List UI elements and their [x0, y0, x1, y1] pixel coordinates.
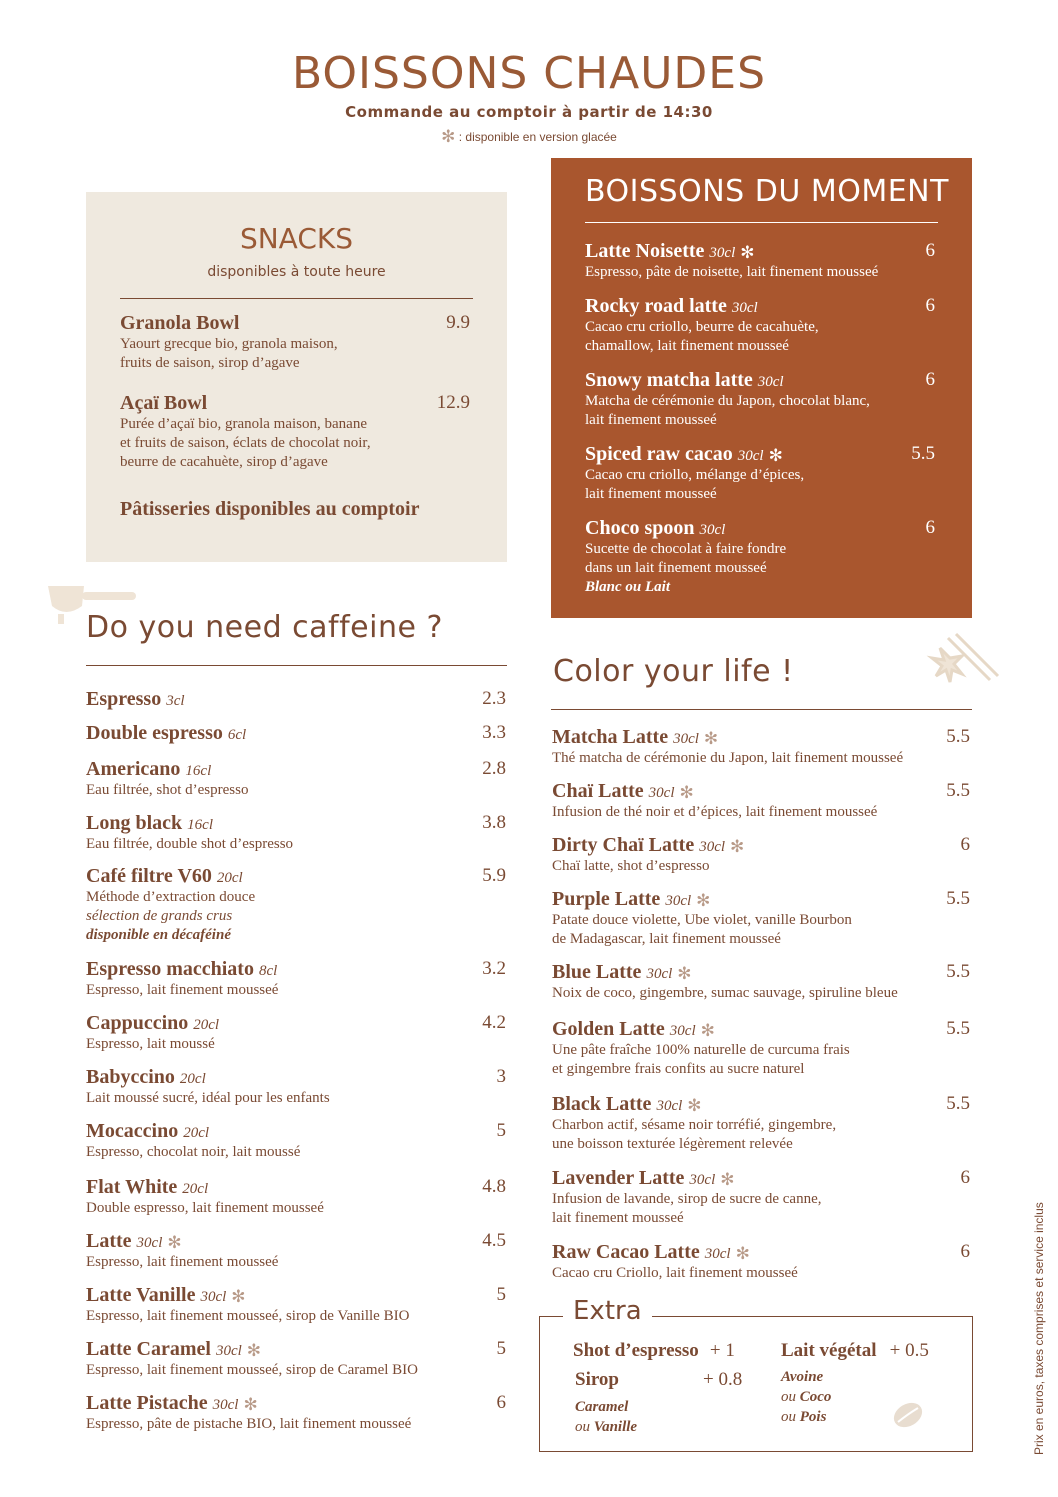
item-price: 5.5 — [946, 726, 970, 747]
item-price: 4.8 — [482, 1176, 506, 1197]
item-price: 5 — [496, 1284, 506, 1305]
item-description: dans un lait finement mousseé — [585, 560, 767, 576]
menu-item — [86, 865, 506, 945]
item-description: Sucette de chocolat à faire fondre — [585, 541, 787, 557]
snowflake-icon: ✻ — [768, 446, 783, 466]
menu-item — [120, 312, 470, 373]
moment-panel — [551, 158, 972, 618]
item-name: Double espresso — [86, 722, 223, 744]
menu-item — [585, 517, 935, 597]
legend-text: : disponible en version glacée — [458, 130, 617, 144]
item-size: 30cl — [757, 374, 784, 390]
item-size: 30cl — [673, 731, 699, 747]
extra-shot-name: Shot d’espresso — [573, 1340, 699, 1361]
item-name: Espresso macchiato — [86, 958, 254, 980]
sirop-opt-vanille: Vanille — [593, 1419, 638, 1435]
caffeine-title: Do you need caffeine ? — [86, 610, 443, 645]
color-title: Color your life ! — [553, 654, 794, 689]
menu-item — [86, 1230, 506, 1272]
item-description: Eau filtrée, double shot d’espresso — [86, 836, 294, 852]
item-description: lait finement mousseé — [585, 412, 717, 428]
item-description: Méthode d’extraction douce — [86, 889, 256, 905]
item-name-line — [86, 722, 506, 745]
item-description: Charbon actif, sésame noir torréfié, gingembre, — [552, 1117, 837, 1133]
snowflake-icon: ✻ — [687, 1096, 702, 1116]
menu-item — [585, 240, 935, 282]
item-name: Café filtre V60 — [86, 865, 212, 887]
menu-item — [552, 1167, 970, 1228]
menu-item — [552, 1241, 970, 1283]
item-size: 16cl — [185, 763, 212, 779]
snowflake-icon: ✻ — [441, 127, 456, 147]
item-price: 6 — [925, 369, 935, 390]
item-name: Mocaccino — [86, 1120, 179, 1142]
item-name: Matcha Latte — [552, 726, 669, 748]
item-price: 5.5 — [946, 961, 970, 982]
item-name: Latte Caramel — [86, 1338, 211, 1360]
extra-sirop — [575, 1369, 619, 1391]
item-name-line — [552, 961, 970, 984]
menu-item — [120, 392, 470, 472]
item-description: Purée d’açaï bio, granola maison, banane — [120, 416, 367, 432]
item-price: 3 — [496, 1066, 506, 1087]
item-description: Espresso, pâte de noisette, lait finement mousseé — [585, 264, 879, 280]
item-price: 5.9 — [482, 865, 506, 886]
item-description: Eau filtrée, shot d’espresso — [86, 782, 249, 798]
menu-item — [552, 1093, 970, 1154]
menu-item — [86, 812, 506, 854]
coffee-bean-icon — [890, 1400, 926, 1430]
item-price: 6 — [960, 1167, 970, 1188]
item-description: Espresso, lait finement mousseé — [86, 982, 279, 998]
item-price: 4.5 — [482, 1230, 506, 1251]
snowflake-icon: ✻ — [231, 1287, 246, 1307]
item-note: sélection de grands crus — [86, 908, 233, 924]
item-description: Infusion de lavande, sirop de sucre de canne, — [552, 1191, 822, 1207]
item-price: 5.5 — [911, 443, 935, 464]
item-size: 30cl — [646, 966, 673, 982]
item-name-line — [86, 1284, 506, 1307]
item-name: Rocky road latte — [585, 295, 727, 317]
item-price: 5 — [496, 1338, 506, 1359]
item-size: 8cl — [258, 963, 278, 979]
extra-title: Extra — [563, 1296, 652, 1326]
item-name: Lavender Latte — [552, 1167, 685, 1189]
extra-shot — [573, 1340, 735, 1362]
snacks-panel — [86, 192, 507, 562]
item-description: Espresso, lait finement mousseé — [86, 1254, 279, 1270]
snowflake-icon: ✻ — [730, 837, 745, 857]
item-price: 5 — [496, 1120, 506, 1141]
menu-item — [552, 834, 970, 876]
extra-lait-options — [781, 1367, 831, 1427]
extra-lait-name: Lait végétal — [781, 1340, 877, 1361]
item-description: Cacao cru criollo, mélange d’épices, — [585, 467, 805, 483]
extra-shot-price: + 1 — [709, 1340, 735, 1361]
item-description: chamallow, lait finement mousseé — [585, 338, 789, 354]
item-price: 9.9 — [446, 312, 470, 333]
snowflake-icon: ✻ — [167, 1233, 182, 1253]
item-description: Patate douce violette, Ube violet, vanille Bourbon — [552, 912, 852, 928]
item-name: Blue Latte — [552, 961, 642, 983]
lait-opt-coco: Coco — [799, 1389, 832, 1405]
item-name: Açaï Bowl — [120, 392, 208, 414]
menu-item — [86, 1012, 506, 1054]
item-size: 30cl — [704, 1246, 731, 1262]
item-name: Flat White — [86, 1176, 178, 1198]
item-price: 2.3 — [482, 688, 506, 709]
menu-item — [552, 1018, 970, 1079]
item-size: 6cl — [227, 727, 247, 743]
extra-sirop-price: + 0.8 — [703, 1369, 743, 1390]
item-name: Black Latte — [552, 1093, 652, 1115]
item-size: 30cl — [665, 893, 692, 909]
lait-opt-avoine: Avoine — [781, 1369, 824, 1385]
item-size: 20cl — [216, 870, 243, 886]
item-size: 30cl — [212, 1397, 239, 1413]
item-description: Noix de coco, gingembre, sumac sauvage, spiruline bleue — [552, 985, 898, 1001]
iced-legend — [0, 127, 1058, 147]
item-description: Matcha de cérémonie du Japon, chocolat blanc, — [585, 393, 870, 409]
item-size: 30cl — [136, 1235, 163, 1251]
item-name-line — [86, 1338, 506, 1361]
item-price: 3.2 — [482, 958, 506, 979]
page-title: BOISSONS CHAUDES — [291, 48, 767, 99]
item-name: Raw Cacao Latte — [552, 1241, 700, 1263]
item-description: Thé matcha de cérémonie du Japon, lait finement mousseé — [552, 750, 904, 766]
item-description: et fruits de saison, éclats de chocolat noir, — [120, 435, 371, 451]
item-name: Choco spoon — [585, 517, 695, 539]
moment-divider — [585, 222, 938, 223]
menu-item — [585, 443, 935, 504]
snowflake-icon: ✻ — [720, 1170, 735, 1190]
extra-lait — [781, 1340, 929, 1362]
menu-item — [585, 295, 935, 356]
item-name-line — [86, 688, 506, 711]
price-info-note: Prix en euros, taxes comprises et service inclus — [1032, 1202, 1046, 1455]
menu-item — [86, 1120, 506, 1162]
item-description: Infusion de thé noir et d’épices, lait finement mousseé — [552, 804, 878, 820]
item-name-line — [86, 958, 506, 981]
item-price: 6 — [496, 1392, 506, 1413]
item-description: une boisson texturée légèrement relevée — [552, 1136, 793, 1152]
item-description: lait finement mousseé — [552, 1210, 684, 1226]
menu-item — [86, 1176, 506, 1218]
item-size: 30cl — [731, 300, 758, 316]
item-price: 3.3 — [482, 722, 506, 743]
item-price: 5.5 — [946, 1018, 970, 1039]
page-subtitle: Commande au comptoir à partir de 14:30 — [345, 103, 713, 121]
lait-opt-or-1: ou — [781, 1389, 796, 1405]
menu-item — [552, 780, 970, 822]
menu-item — [86, 688, 506, 711]
item-description: Espresso, lait finement mousseé, sirop de Caramel BIO — [86, 1362, 419, 1378]
item-name: Latte — [86, 1230, 132, 1252]
item-name-line — [552, 1167, 970, 1190]
sirop-opt-caramel: Caramel — [575, 1399, 629, 1415]
item-price: 6 — [960, 1241, 970, 1262]
item-name-line — [86, 1230, 506, 1253]
caffeine-divider — [86, 665, 507, 666]
sirop-opt-or: ou — [575, 1419, 590, 1435]
extra-sirop-name: Sirop — [575, 1369, 620, 1390]
item-size: 20cl — [182, 1181, 209, 1197]
item-name-line — [552, 780, 970, 803]
menu-item — [86, 1392, 506, 1434]
item-name: Latte Pistache — [86, 1392, 208, 1414]
menu-item — [585, 369, 935, 430]
item-description: fruits de saison, sirop d’agave — [120, 355, 300, 371]
item-price: 6 — [960, 834, 970, 855]
item-name: Latte Vanille — [86, 1284, 196, 1306]
item-description: Espresso, lait finement mousseé, sirop de Vanille BIO — [86, 1308, 410, 1324]
snacks-divider — [120, 298, 473, 299]
item-price: 5.5 — [946, 1093, 970, 1114]
item-size: 16cl — [187, 817, 213, 833]
item-name: Golden Latte — [552, 1018, 665, 1040]
item-name: Snowy matcha latte — [585, 369, 753, 391]
snowflake-icon: ✻ — [243, 1395, 258, 1415]
item-note: Blanc ou Lait — [585, 579, 671, 595]
menu-item — [552, 726, 970, 768]
item-description: Yaourt grecque bio, granola maison, — [120, 336, 338, 352]
menu-item — [86, 958, 506, 1000]
menu-item — [86, 1066, 506, 1108]
lait-opt-pois: Pois — [799, 1409, 827, 1425]
snowflake-icon: ✻ — [735, 1244, 750, 1264]
item-description: Espresso, lait moussé — [86, 1036, 215, 1052]
extra-sirop-options — [575, 1397, 637, 1437]
menu-item — [552, 888, 970, 949]
menu-item — [86, 758, 506, 800]
menu-item — [86, 1338, 506, 1380]
item-size: 30cl — [669, 1023, 696, 1039]
lait-opt-or-2: ou — [781, 1409, 796, 1425]
item-size: 20cl — [183, 1125, 210, 1141]
item-price: 5.5 — [946, 780, 970, 801]
item-description: Espresso, chocolat noir, lait moussé — [86, 1144, 301, 1160]
menu-item — [552, 961, 970, 1003]
item-price: 6 — [925, 295, 935, 316]
item-price: 6 — [925, 517, 935, 538]
snowflake-icon: ✻ — [700, 1021, 715, 1041]
snowflake-icon: ✻ — [246, 1341, 262, 1361]
snacks-subtitle: disponibles à toute heure — [207, 264, 386, 280]
star-anise-cinnamon-icon — [918, 630, 1002, 692]
item-size: 30cl — [200, 1289, 227, 1305]
item-size: 3cl — [166, 693, 185, 709]
item-description: beurre de cacahuète, sirop d’agave — [120, 454, 328, 470]
item-name-line — [552, 1241, 970, 1264]
item-name: Latte Noisette — [585, 240, 705, 262]
item-description: Cacao cru criollo, beurre de cacahuète, — [585, 319, 819, 335]
item-price: 5.5 — [946, 888, 970, 909]
item-price: 4.2 — [482, 1012, 506, 1033]
item-price: 3.8 — [482, 812, 506, 833]
item-size: 20cl — [193, 1017, 220, 1033]
item-name-line — [552, 888, 970, 911]
moment-title: BOISSONS DU MOMENT — [585, 174, 949, 209]
menu-item — [86, 1284, 506, 1326]
item-size: 30cl — [699, 839, 726, 855]
snowflake-icon: ✻ — [740, 243, 755, 263]
item-size: 20cl — [179, 1071, 206, 1087]
item-size: 30cl — [656, 1098, 683, 1114]
item-price: 2.8 — [482, 758, 506, 779]
item-price: 12.9 — [436, 392, 470, 413]
item-name: Spiced raw cacao — [585, 443, 733, 465]
item-name: Long black — [86, 812, 183, 834]
item-size: 30cl — [689, 1172, 716, 1188]
item-description: Espresso, pâte de pistache BIO, lait finement mousseé — [86, 1416, 412, 1432]
item-size: 30cl — [215, 1343, 242, 1359]
extra-lait-price: + 0.5 — [889, 1340, 929, 1361]
item-name: Cappuccino — [86, 1012, 189, 1034]
item-name: Dirty Chaï Latte — [552, 834, 695, 856]
item-name-line — [552, 1093, 970, 1116]
item-name-line — [86, 1066, 506, 1089]
item-size: 30cl — [648, 785, 675, 801]
item-name-line — [86, 865, 506, 888]
item-price: 6 — [925, 240, 935, 261]
item-name-line — [86, 1012, 506, 1035]
pastry-note: Pâtisseries disponibles au comptoir — [120, 498, 420, 520]
item-name: Babyccino — [86, 1066, 175, 1088]
snowflake-icon: ✻ — [696, 891, 711, 911]
item-name-line — [86, 758, 506, 781]
item-size: 30cl — [709, 245, 736, 261]
item-name: Americano — [86, 758, 181, 780]
color-divider — [551, 709, 972, 710]
item-name-line — [86, 1120, 506, 1143]
item-size: 30cl — [737, 448, 764, 464]
item-description: de Madagascar, lait finement mousseé — [552, 931, 781, 947]
item-name: Granola Bowl — [120, 312, 240, 334]
item-description: Double espresso, lait finement mousseé — [86, 1200, 324, 1216]
snowflake-icon: ✻ — [679, 783, 694, 803]
item-name-line — [86, 1176, 506, 1199]
item-description: Chaï latte, shot d’espresso — [552, 858, 710, 874]
snacks-title: SNACKS — [239, 222, 354, 255]
item-name: Purple Latte — [552, 888, 661, 910]
item-name: Chaï Latte — [552, 780, 644, 802]
item-note: disponible en décaféiné — [86, 927, 231, 943]
item-description: Une pâte fraîche 100% naturelle de curcuma frais — [552, 1042, 850, 1058]
item-name-line — [552, 1018, 970, 1041]
snowflake-icon: ✻ — [677, 964, 692, 984]
item-name-line — [552, 726, 970, 749]
menu-item — [86, 722, 506, 745]
snowflake-icon: ✻ — [703, 729, 719, 749]
item-name: Espresso — [86, 688, 162, 710]
item-name-line — [86, 1392, 506, 1415]
item-description: lait finement mousseé — [585, 486, 717, 502]
item-size: 30cl — [699, 522, 726, 538]
item-description: Cacao cru Criollo, lait finement mousseé — [552, 1265, 798, 1281]
item-name-line — [552, 834, 970, 857]
item-description: et gingembre frais confits au sucre naturel — [552, 1061, 805, 1077]
item-description: Lait moussé sucré, idéal pour les enfants — [86, 1090, 330, 1106]
item-name-line — [86, 812, 506, 835]
